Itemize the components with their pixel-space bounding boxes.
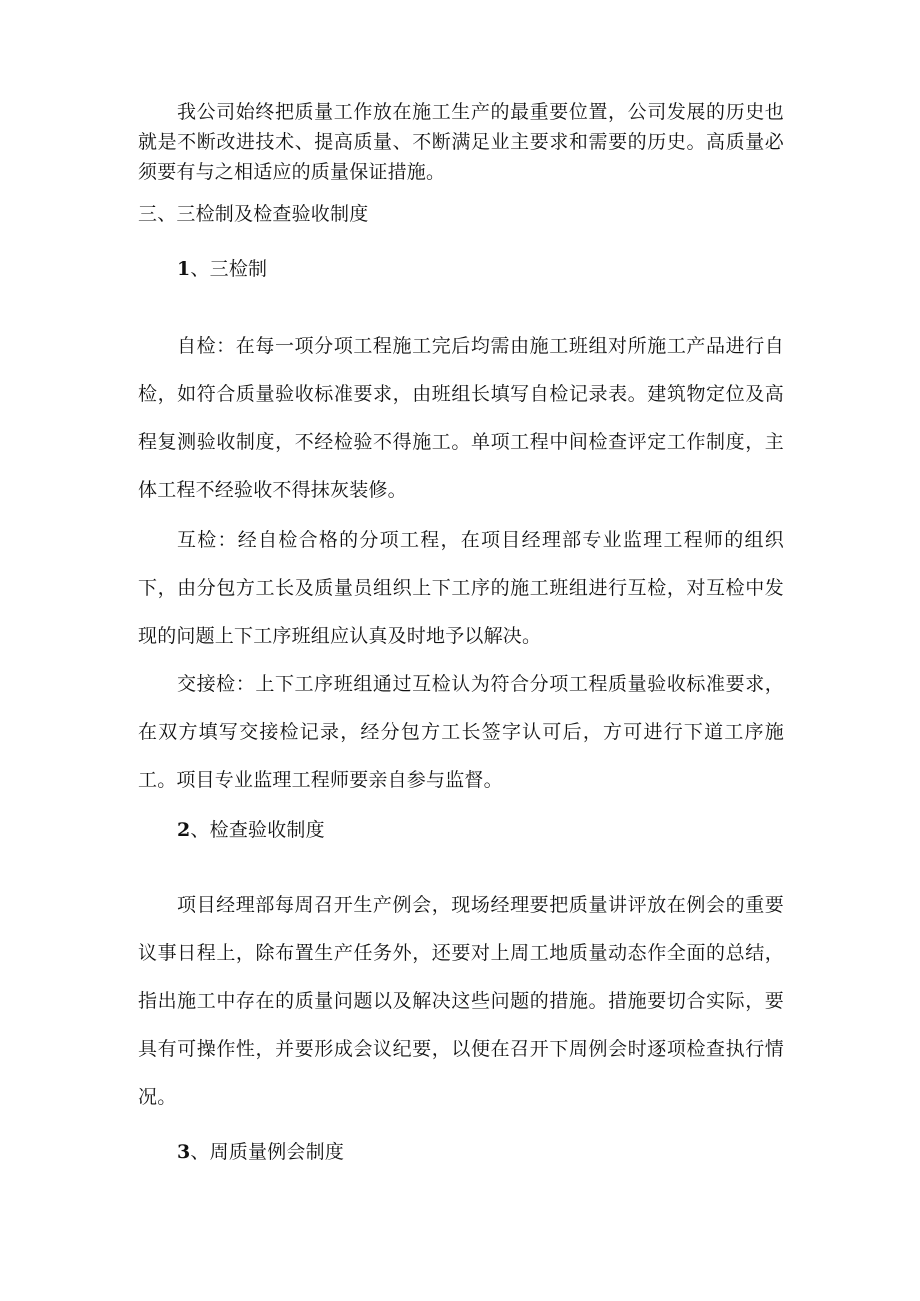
- self-check-paragraph: 自检：在每一项分项工程施工完后均需由施工班组对所施工产品进行自检，如符合质量验收标准要求，由班组长填写自检记录表。建筑物定位及高程复测验收制度，不经检验不得施工。单项工程中间检查评定工作制度，主体工程不经验收不得抹灰装修。: [138, 335, 784, 501]
- subheading-inspection-acceptance: [138, 815, 784, 845]
- subheading-number: 2: [177, 819, 191, 841]
- section-heading: 三、三检制及检查验收制度: [138, 203, 369, 225]
- subheading-number: 3: [177, 1141, 191, 1163]
- subheading-number: 1: [177, 258, 191, 280]
- weekly-meeting-paragraph: 项目经理部每周召开生产例会，现场经理要把质量讲评放在例会的重要议事日程上，除布置生产任务外，还要对上周工地质量动态作全面的总结，指出施工中存在的质量问题以及解决这些问题的措施。措施要切合实际，要具有可操作性，并要形成会议纪要，以便在召开下周例会时逐项检查执行情况。: [138, 894, 784, 1108]
- subheading-title: 、周质量例会制度: [190, 1141, 345, 1163]
- subheading-three-checks: [138, 254, 784, 284]
- subheading-title: 、三检制: [190, 258, 268, 280]
- subheading-weekly-quality-meeting: [138, 1137, 784, 1167]
- mutual-check-paragraph: 互检：经自检合格的分项工程，在项目经理部专业监理工程师的组织下，由分包方工长及质量员组织上下工序的施工班组进行互检，对互检中发现的问题上下工序班组应认真及时地予以解决。: [138, 529, 784, 647]
- intro-paragraph: 我公司始终把质量工作放在施工生产的最重要位置，公司发展的历史也就是不断改进技术、提高质量、不断满足业主要求和需要的历史。高质量必须要有与之相适应的质量保证措施。: [138, 101, 784, 183]
- subheading-title: 、检查验收制度: [190, 819, 325, 841]
- handover-check-paragraph: 交接检：上下工序班组通过互检认为符合分项工程质量验收标准要求，在双方填写交接检记录，经分包方工长签字认可后，方可进行下道工序施工。项目专业监理工程师要亲自参与监督。: [138, 673, 784, 791]
